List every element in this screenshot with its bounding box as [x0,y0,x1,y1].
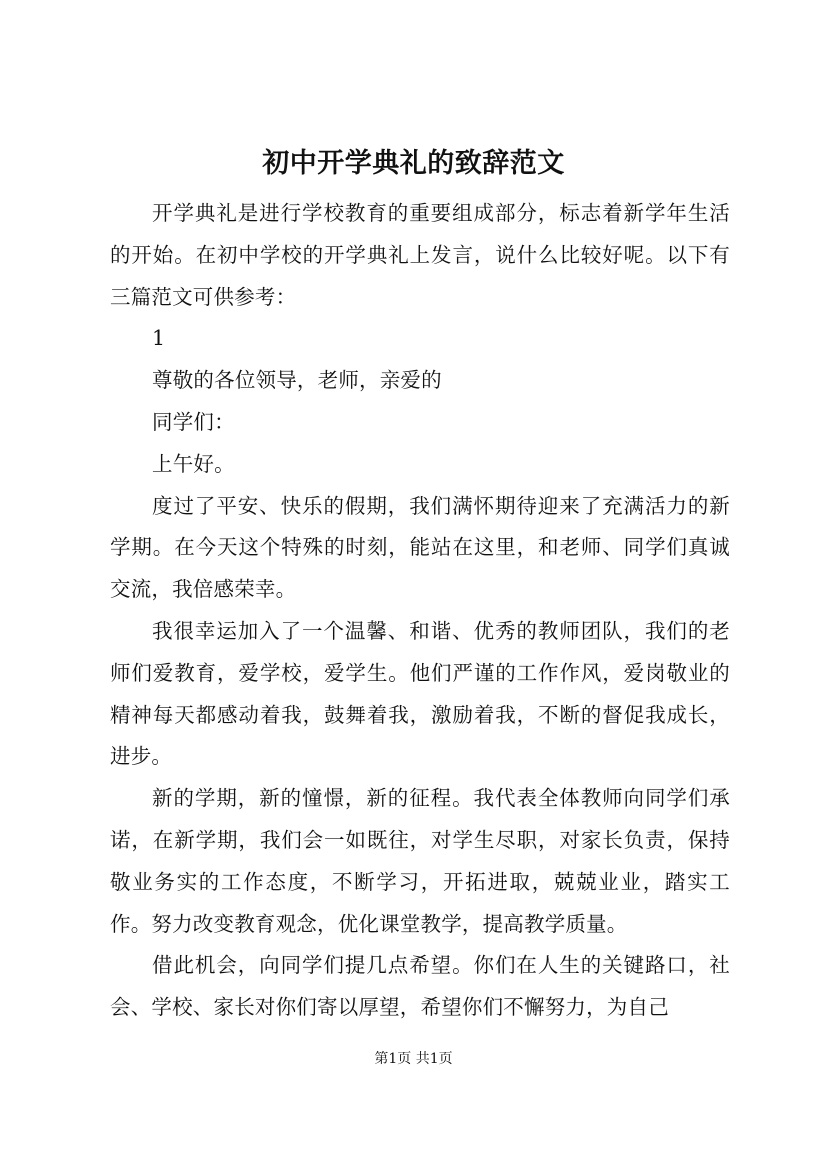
paragraph-body-4: 借此机会，向同学们提几点希望。你们在人生的关键路口，社会、学校、家长对你们寄以厚望，希望你们不懈努力，为自己 [110,953,730,1020]
paragraph-greeting: 上午好。 [152,451,235,476]
paragraph-body-3: 新的学期，新的憧憬，新的征程。我代表全体教师向同学们承诺，在新学期，我们会一如既往，对学生尽职，对家长负责，保持敬业务实的工作态度，不断学习，开拓进取，兢兢业业，踏实工作。努力改变教育观念，优化课堂教学，提高教学质量。 [110,786,730,936]
paragraph-number: 1 [152,326,166,351]
document-title: 初中开学典礼的致辞范文 [262,148,565,179]
page-footer: 第1页 共1页 [374,1051,453,1067]
paragraph-salutation: 尊敬的各位领导，老师，亲爱的 [152,368,442,393]
paragraph-intro: 开学典礼是进行学校教育的重要组成部分，标志着新学年生活的开始。在初中学校的开学典礼上发言，说什么比较好呢。以下有三篇范文可供参考： [110,201,730,309]
paragraph-salutation-cont: 同学们： [152,409,235,434]
paragraph-body-2: 我很幸运加入了一个温馨、和谐、优秀的教师团队，我们的老师们爱教育，爱学校，爱学生。他们严谨的工作作风，爱岗敬业的精神每天都感动着我，鼓舞着我，激励着我，不断的督促我成长，进步。 [110,618,730,769]
document-body [110,193,730,1029]
paragraph-body-1: 度过了平安、快乐的假期，我们满怀期待迎来了充满活力的新学期。在今天这个特殊的时刻，能站在这里，和老师、同学们真诚交流，我倍感荣幸。 [110,493,730,602]
